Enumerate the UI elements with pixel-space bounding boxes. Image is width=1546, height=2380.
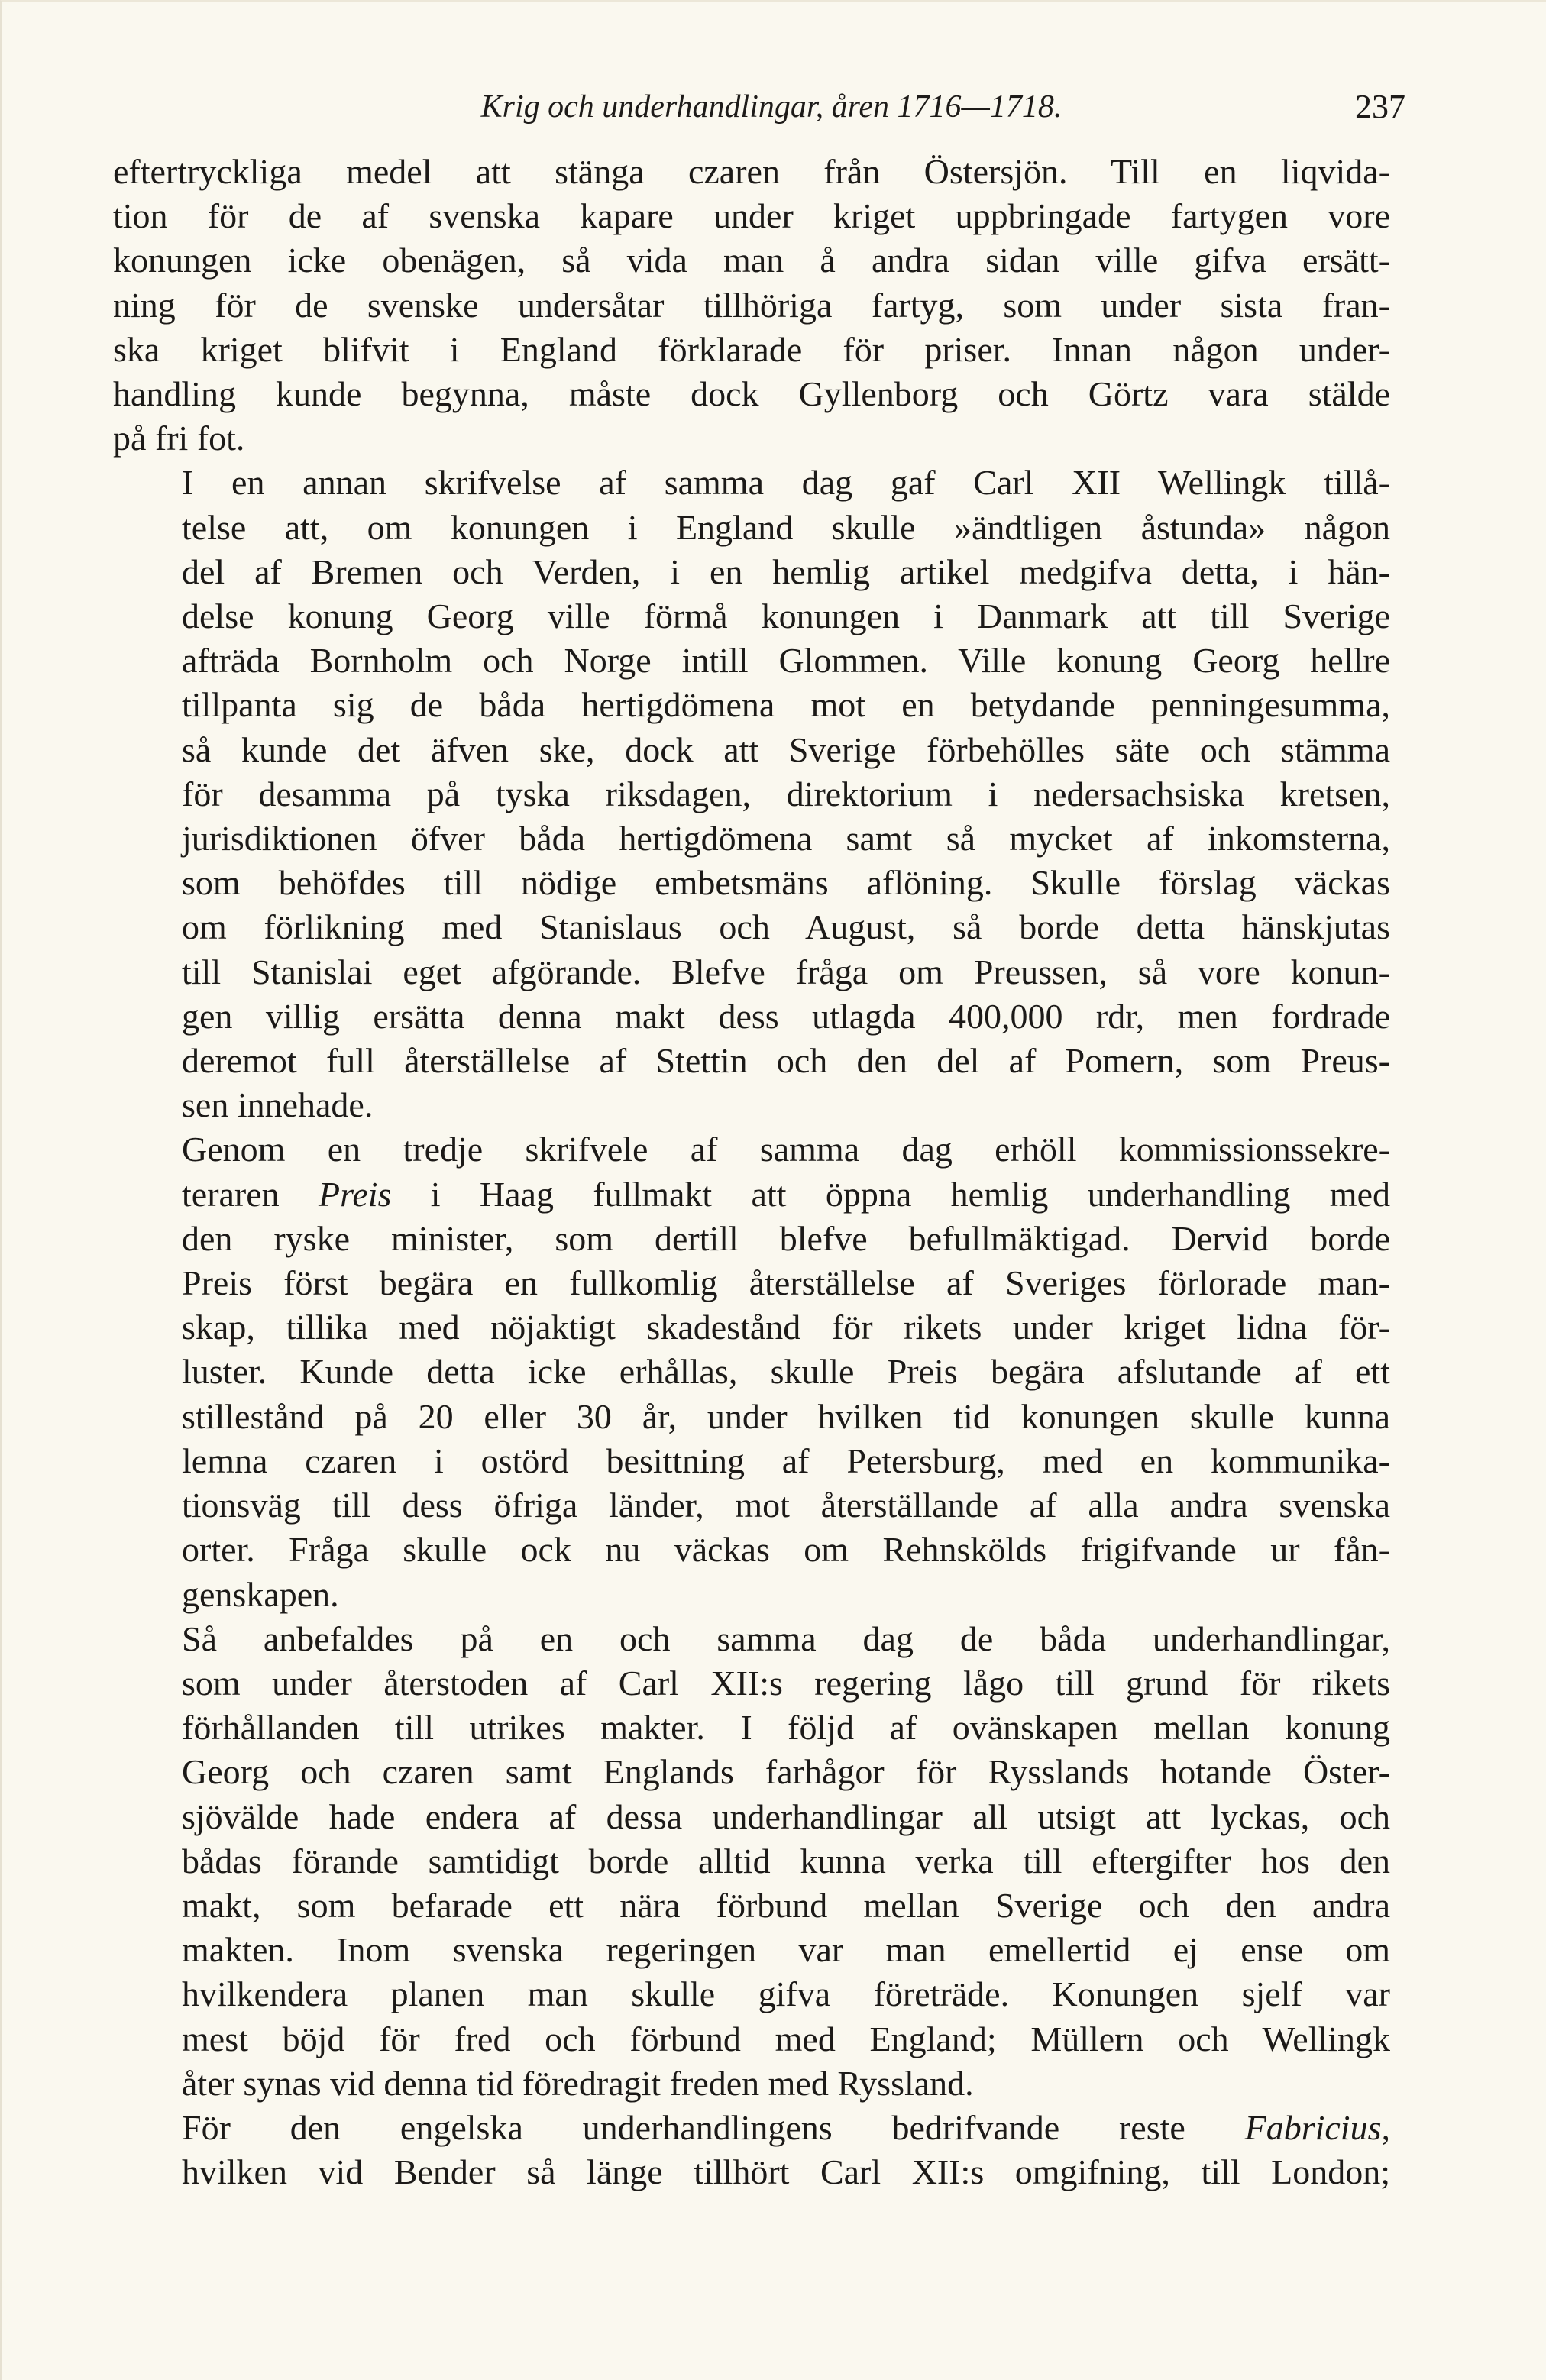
- paragraph: [113, 2106, 1390, 2194]
- text-line: handling kunde begynna, måste dock Gyllenborg och Görtz vara stälde: [113, 374, 1390, 414]
- text-line: I en annan skrifvelse af samma dag gaf Carl XII Wellingk tillå-: [182, 463, 1390, 503]
- text-line: Så anbefaldes på en och samma dag de båda underhandlingar,: [182, 1618, 1390, 1658]
- paragraph: [113, 150, 1390, 461]
- text-line: sjövälde hade endera af dessa underhandlingar all utsigt att lyckas, och: [182, 1796, 1390, 1836]
- text-line: hvilkendera planen man skulle gifva företräde. Konungen sjelf var: [182, 1974, 1390, 2014]
- text-line: ning för de svenske undersåtar tillhöriga fartyg, som under sista fran-: [113, 285, 1390, 325]
- text-line: hvilken vid Bender så länge tillhört Carl XII:s omgifning, till London;: [182, 2152, 1390, 2192]
- text-line: del af Bremen och Verden, i en hemlig artikel medgifva detta, i hän-: [182, 551, 1390, 591]
- text-line: sen innehade.: [182, 1085, 374, 1125]
- text-line: för desamma på tyska riksdagen, direktorium i nedersachsiska kretsen,: [182, 774, 1390, 813]
- paragraph: [113, 461, 1390, 1127]
- text-line: mest böjd för fred och förbund med England; Müllern och Wellingk: [182, 2019, 1390, 2058]
- text-line: jurisdiktionen öfver båda hertigdömena samt så mycket af inkomsterna,: [182, 819, 1390, 859]
- text-line: tillpanta sig de båda hertigdömena mot en betydande penningesumma,: [182, 685, 1390, 725]
- text-line: som under återstoden af Carl XII:s regering lågo till grund för rikets: [182, 1663, 1390, 1703]
- paragraph: [113, 1127, 1390, 1616]
- text-line: Preis först begära en fullkomlig återställelse af Sveriges förlorade man-: [182, 1263, 1390, 1303]
- text-line: För den engelska underhandlingens bedrifvande reste Fabricius,: [182, 2107, 1390, 2147]
- text-line: makt, som befarade ett nära förbund mellan Sverige och den andra: [182, 1885, 1390, 1925]
- text-line: på fri fot.: [113, 419, 245, 458]
- text-line: så kunde det äfven ske, dock att Sverige förbehölles säte och stämma: [182, 729, 1390, 769]
- text-line: den ryske minister, som dertill blefve befullmäktigad. Dervid borde: [182, 1218, 1390, 1258]
- text-line: åter synas vid denna tid föredragit freden med Ryssland.: [182, 2063, 974, 2103]
- text-line: telse att, om konungen i England skulle »ändtligen åstunda» någon: [182, 507, 1390, 547]
- text-line: förhållanden till utrikes makter. I följd af ovänskapen mellan konung: [182, 1708, 1390, 1748]
- body-text: [113, 150, 1390, 2194]
- text-line: orter. Fråga skulle ock nu väckas om Rehnskölds frigifvande ur fån-: [182, 1530, 1390, 1570]
- text-line: teraren Preis i Haag fullmakt att öppna hemlig underhandling med: [182, 1174, 1390, 1214]
- text-line: tion för de af svenska kapare under kriget uppbringade fartygen vore: [113, 196, 1390, 236]
- italic-name: Fabricius,: [1244, 2107, 1390, 2147]
- text-line: makten. Inom svenska regeringen var man emellertid ej ense om: [182, 1930, 1390, 1970]
- text-line: luster. Kunde detta icke erhållas, skulle Preis begära afslutande af ett: [182, 1352, 1390, 1392]
- text-line: bådas förande samtidigt borde alltid kunna verka till eftergifter hos den: [182, 1841, 1390, 1880]
- page-header: [0, 84, 1546, 137]
- text-line: till Stanislai eget afgörande. Blefve fråga om Preussen, så vore konun-: [182, 952, 1390, 991]
- page-number: 237: [1355, 88, 1405, 125]
- text-line: tionsväg till dess öfriga länder, mot återställande af alla andra svenska: [182, 1486, 1390, 1525]
- text-line: eftertryckliga medel att stänga czaren från Östersjön. Till en liqvida-: [113, 152, 1390, 191]
- text-line: stillestånd på 20 eller 30 år, under hvilken tid konungen skulle kunna: [182, 1396, 1390, 1436]
- text-line: gen villig ersätta denna makt dess utlagda 400,000 rdr, men fordrade: [182, 996, 1390, 1036]
- text-line: som behöfdes till nödige embetsmäns aflöning. Skulle förslag väckas: [182, 863, 1390, 903]
- text-line: afträda Bornholm och Norge intill Glommen. Ville konung Georg hellre: [182, 641, 1390, 681]
- text-line: om förlikning med Stanislaus och August, så borde detta hänskjutas: [182, 907, 1390, 947]
- paragraph: [113, 1617, 1390, 2106]
- text-line: delse konung Georg ville förmå konungen i Danmark att till Sverige: [182, 597, 1390, 636]
- running-title: Krig och underhandlingar, åren 1716—1718.: [480, 89, 1062, 124]
- text-line: ska kriget blifvit i England förklarade för priser. Innan någon under-: [113, 329, 1390, 369]
- text-line: Georg och czaren samt Englands farhågor för Rysslands hotande Öster-: [182, 1752, 1390, 1792]
- text-line: deremot full återställelse af Stettin och den del af Pomern, som Preus-: [182, 1041, 1390, 1081]
- text-line: Genom en tredje skrifvele af samma dag erhöll kommissionssekre-: [182, 1130, 1390, 1169]
- text-line: lemna czaren i ostörd besittning af Petersburg, med en kommunika-: [182, 1441, 1390, 1480]
- text-line: genskapen.: [182, 1574, 339, 1614]
- text-line: skap, tillika med nöjaktigt skadestånd för rikets under kriget lidna för-: [182, 1308, 1390, 1347]
- italic-name: Preis: [319, 1174, 392, 1214]
- text-line: konungen icke obenägen, så vida man å andra sidan ville gifva ersätt-: [113, 241, 1390, 280]
